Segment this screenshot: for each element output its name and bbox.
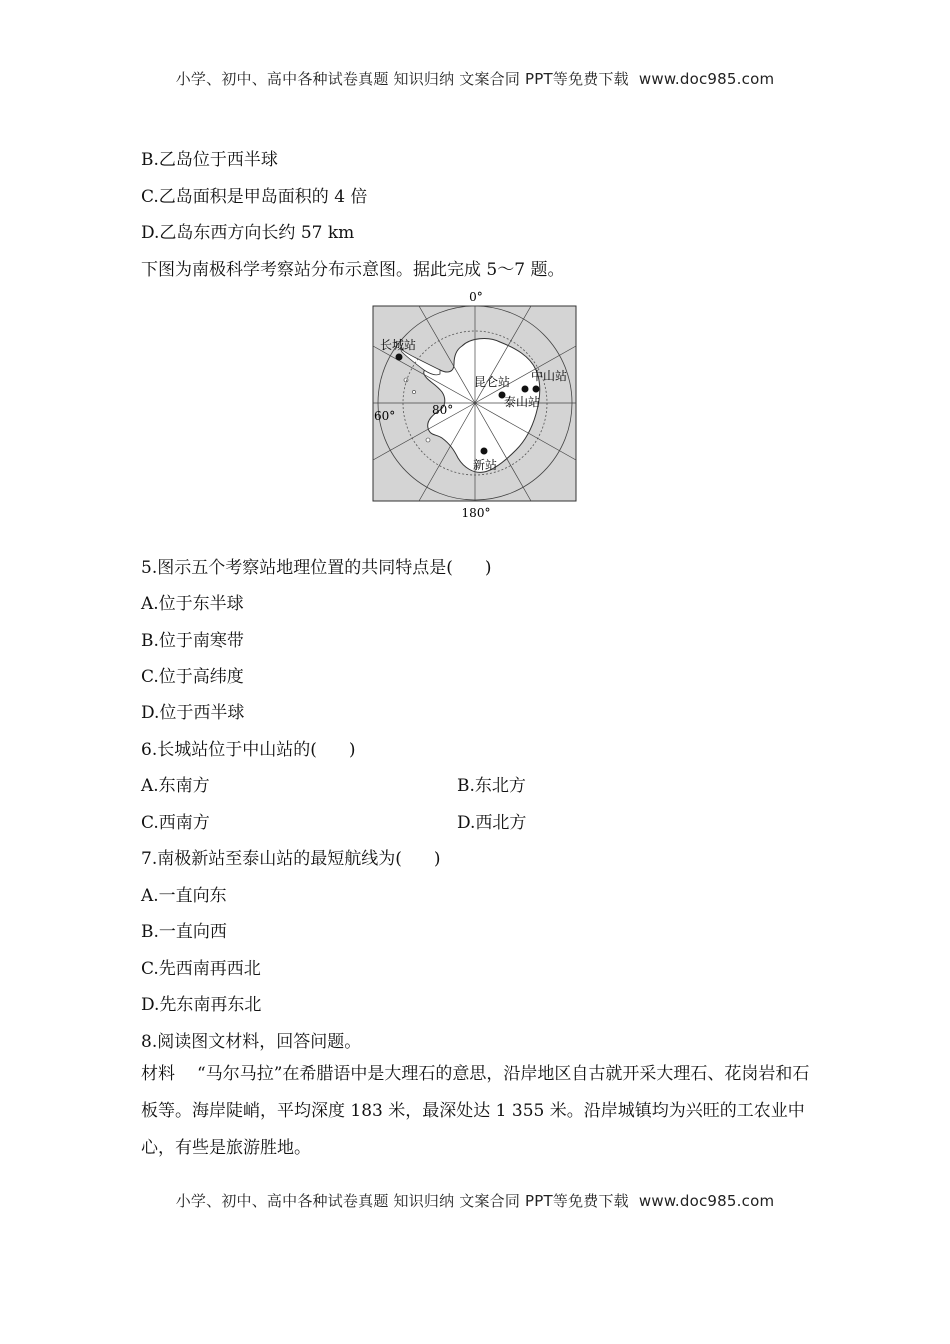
q5-option-d: D.位于西半球	[141, 703, 245, 723]
prev-option-d: D.乙岛东西方向长约 57 km	[141, 223, 355, 243]
footer-text: 小学、初中、高中各种试卷真题 知识归纳 文案合同 PPT等免费下载	[175, 1192, 629, 1210]
header-url[interactable]: www.doc985.com	[638, 70, 775, 88]
page-header	[0, 68, 950, 89]
q7-option-c: C.先西南再西北	[141, 959, 261, 979]
map-label-0: 0°	[469, 290, 483, 304]
q6-stem-text: 6.长城站位于中山站的(	[141, 740, 317, 760]
map-label-180: 180°	[461, 506, 491, 520]
intro-text: 下图为南极科学考察站分布示意图。据此完成 5～7 题。	[141, 260, 565, 280]
q5-stem-text: 5.图示五个考察站地理位置的共同特点是(	[141, 558, 453, 578]
header-text: 小学、初中、高中各种试卷真题 知识归纳 文案合同 PPT等免费下载	[175, 70, 629, 88]
page-footer	[0, 1190, 950, 1211]
map-label-80: 80°	[432, 403, 454, 417]
q8-material	[141, 1056, 821, 1167]
island-dot	[426, 438, 430, 442]
q8-material-text: “马尔马拉”在希腊语中是大理石的意思，沿岸地区自古就开采大理石、花岗岩和石板等。海岸陡峭，平均深度 183 米，最深处达 1 355 米。沿岸城镇均为兴旺的工农业中心，有些是旅游胜地。	[141, 1064, 810, 1158]
map-label-60: 60°	[374, 409, 396, 423]
q5-stem	[141, 553, 492, 578]
prev-option-c: C.乙岛面积是甲岛面积的 4 倍	[141, 187, 368, 207]
q5-option-c: C.位于高纬度	[141, 667, 244, 687]
q5-option-a: A.位于东半球	[141, 594, 244, 614]
q8-material-tag: 材料	[141, 1064, 175, 1084]
prev-option-b: B.乙岛位于西半球	[141, 150, 278, 170]
island-dot	[412, 390, 415, 393]
station-changcheng-marker	[396, 354, 403, 361]
q7-stem-text: 7.南极新站至泰山站的最短航线为(	[141, 849, 402, 869]
island-dot	[404, 378, 408, 382]
station-zhongshan-marker	[533, 386, 540, 393]
station-xinzhan-marker	[481, 448, 488, 455]
q6-option-d: D.西北方	[457, 813, 527, 833]
q7-stem-close: )	[433, 849, 441, 869]
q5-stem-close: )	[484, 558, 492, 578]
station-zhongshan-label: 中山站	[531, 369, 568, 383]
station-taishan-label: 泰山站	[504, 395, 541, 409]
antarctic-map	[370, 288, 580, 524]
station-changcheng-label: 长城站	[380, 338, 417, 352]
q8-stem: 8.阅读图文材料，回答问题。	[141, 1032, 362, 1052]
station-kunlun-label: 昆仑站	[474, 375, 511, 389]
q6-option-a: A.东南方	[141, 776, 210, 796]
q7-stem	[141, 844, 441, 869]
q7-option-d: D.先东南再东北	[141, 995, 262, 1015]
q7-option-b: B.一直向西	[141, 922, 227, 942]
footer-url[interactable]: www.doc985.com	[638, 1192, 775, 1210]
station-kunlun-marker	[522, 386, 529, 393]
q6-option-c: C.西南方	[141, 813, 210, 833]
q6-stem-close: )	[348, 740, 356, 760]
q6-stem	[141, 735, 356, 760]
station-xinzhan-label: 新站	[473, 458, 498, 472]
q6-option-b: B.东北方	[457, 776, 526, 796]
q5-option-b: B.位于南寒带	[141, 631, 244, 651]
q7-option-a: A.一直向东	[141, 886, 227, 906]
